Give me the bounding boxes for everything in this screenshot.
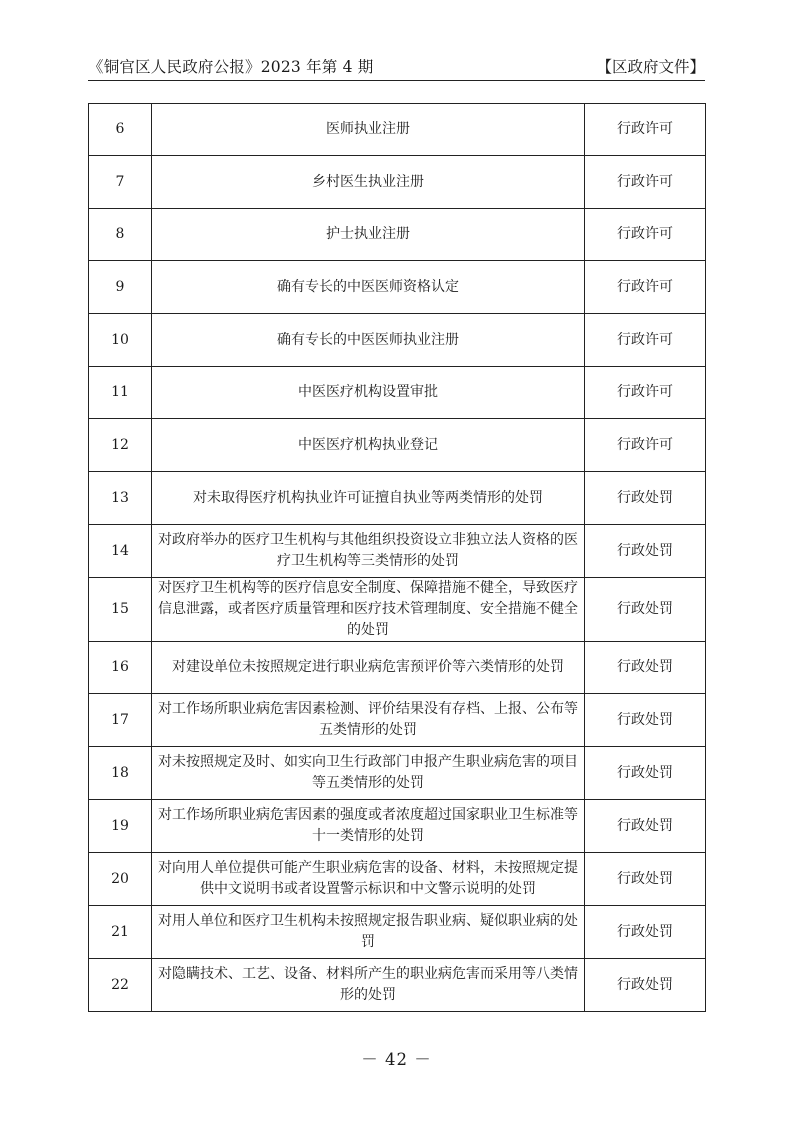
row-number: 8 xyxy=(89,209,152,261)
table-row xyxy=(89,800,706,853)
item-type: 行政处罚 xyxy=(585,694,706,747)
item-name: 对用人单位和医疗卫生机构未按照规定报告职业病、疑似职业病的处罚 xyxy=(152,906,585,959)
item-type: 行政许可 xyxy=(585,419,706,472)
item-type: 行政处罚 xyxy=(585,642,706,694)
item-type: 行政许可 xyxy=(585,156,706,209)
row-number: 9 xyxy=(89,261,152,314)
item-type: 行政许可 xyxy=(585,104,706,156)
page-header xyxy=(88,56,705,81)
table-row xyxy=(89,209,706,261)
item-name: 中医医疗机构执业登记 xyxy=(152,419,585,472)
table-row xyxy=(89,959,706,1012)
item-type: 行政处罚 xyxy=(585,853,706,906)
items-table xyxy=(88,103,706,1012)
table-row xyxy=(89,525,706,578)
row-number: 17 xyxy=(89,694,152,747)
item-type: 行政许可 xyxy=(585,367,706,419)
item-type: 行政许可 xyxy=(585,314,706,367)
item-type: 行政许可 xyxy=(585,261,706,314)
item-name: 对向用人单位提供可能产生职业病危害的设备、材料，未按照规定提供中文说明书或者设置警示标识和中文警示说明的处罚 xyxy=(152,853,585,906)
item-name: 乡村医生执业注册 xyxy=(152,156,585,209)
item-name: 对工作场所职业病危害因素检测、评价结果没有存档、上报、公布等五类情形的处罚 xyxy=(152,694,585,747)
item-type: 行政许可 xyxy=(585,209,706,261)
item-name: 确有专长的中医医师资格认定 xyxy=(152,261,585,314)
item-type: 行政处罚 xyxy=(585,472,706,525)
item-type: 行政处罚 xyxy=(585,906,706,959)
table-row xyxy=(89,642,706,694)
item-type: 行政处罚 xyxy=(585,747,706,800)
item-type: 行政处罚 xyxy=(585,800,706,853)
row-number: 20 xyxy=(89,853,152,906)
table-row xyxy=(89,694,706,747)
row-number: 15 xyxy=(89,578,152,642)
item-name: 对工作场所职业病危害因素的强度或者浓度超过国家职业卫生标准等十一类情形的处罚 xyxy=(152,800,585,853)
page-number: － 42 － xyxy=(361,1050,432,1069)
row-number: 19 xyxy=(89,800,152,853)
item-name: 中医医疗机构设置审批 xyxy=(152,367,585,419)
row-number: 7 xyxy=(89,156,152,209)
row-number: 13 xyxy=(89,472,152,525)
bulletin-title: 《铜官区人民政府公报》2023 年第 4 期 xyxy=(88,58,374,76)
table-row xyxy=(89,747,706,800)
item-name: 对未取得医疗机构执业许可证擅自执业等两类情形的处罚 xyxy=(152,472,585,525)
item-type: 行政处罚 xyxy=(585,959,706,1012)
item-type: 行政处罚 xyxy=(585,525,706,578)
row-number: 10 xyxy=(89,314,152,367)
item-name: 对政府举办的医疗卫生机构与其他组织投资设立非独立法人资格的医疗卫生机构等三类情形的处罚 xyxy=(152,525,585,578)
section-label: 【区政府文件】 xyxy=(596,58,705,76)
row-number: 18 xyxy=(89,747,152,800)
row-number: 16 xyxy=(89,642,152,694)
row-number: 12 xyxy=(89,419,152,472)
item-name: 确有专长的中医医师执业注册 xyxy=(152,314,585,367)
row-number: 21 xyxy=(89,906,152,959)
table-row xyxy=(89,906,706,959)
row-number: 14 xyxy=(89,525,152,578)
row-number: 22 xyxy=(89,959,152,1012)
item-type: 行政处罚 xyxy=(585,578,706,642)
table-row xyxy=(89,104,706,156)
table-row xyxy=(89,578,706,642)
item-name: 医师执业注册 xyxy=(152,104,585,156)
table-row xyxy=(89,367,706,419)
item-name: 对隐瞒技术、工艺、设备、材料所产生的职业病危害而采用等八类情形的处罚 xyxy=(152,959,585,1012)
table-row xyxy=(89,156,706,209)
items-table-body xyxy=(89,104,706,1012)
item-name: 护士执业注册 xyxy=(152,209,585,261)
table-row xyxy=(89,472,706,525)
item-name: 对医疗卫生机构等的医疗信息安全制度、保障措施不健全，导致医疗信息泄露，或者医疗质量管理和医疗技术管理制度、安全措施不健全的处罚 xyxy=(152,578,585,642)
row-number: 6 xyxy=(89,104,152,156)
table-row xyxy=(89,419,706,472)
table-row xyxy=(89,853,706,906)
row-number: 11 xyxy=(89,367,152,419)
table-row xyxy=(89,314,706,367)
table-row xyxy=(89,261,706,314)
item-name: 对建设单位未按照规定进行职业病危害预评价等六类情形的处罚 xyxy=(152,642,585,694)
item-name: 对未按照规定及时、如实向卫生行政部门申报产生职业病危害的项目等五类情形的处罚 xyxy=(152,747,585,800)
